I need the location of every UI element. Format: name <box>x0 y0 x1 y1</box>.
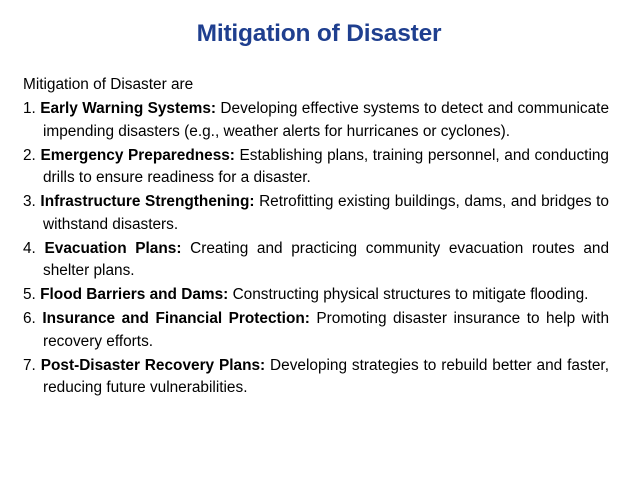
list-item-emergency-preparedness <box>23 145 609 190</box>
item-number: 5. <box>23 286 36 303</box>
item-text: Creating and practicing community evacuation routes and shelter plans. <box>43 239 610 279</box>
item-number: 2. <box>23 146 36 164</box>
list-item-early-warning-systems <box>23 98 609 143</box>
item-text: Constructing physical structures to mitigate flooding. <box>232 286 589 303</box>
item-term: Post-Disaster Recovery Plans: <box>40 356 266 374</box>
intro-text: Mitigation of Disaster are <box>23 76 194 93</box>
item-text: Promoting disaster insurance to help with recovery efforts. <box>43 310 610 350</box>
list-item-post-disaster-recovery-plans <box>23 355 609 400</box>
item-term: Evacuation Plans: <box>44 239 182 257</box>
list-item-insurance-and-financial-protection <box>23 308 609 353</box>
item-term: Insurance and Financial Protection: <box>42 310 310 327</box>
item-number: 4. <box>23 239 36 257</box>
slide-title: Mitigation of Disaster <box>196 20 442 47</box>
item-text: Developing strategies to rebuild better and faster, reducing future vulnerabilities. <box>43 356 609 396</box>
item-term: Infrastructure Strengthening: <box>40 193 255 210</box>
item-number: 7. <box>23 356 36 374</box>
item-text: Retrofitting existing buildings, dams, and bridges to withstand disasters. <box>43 193 609 233</box>
item-number: 3. <box>23 193 36 210</box>
item-term: Early Warning Systems: <box>40 100 217 117</box>
item-number: 1. <box>23 100 36 117</box>
list-item-evacuation-plans <box>23 238 609 283</box>
item-text: Developing effective systems to detect and communicate impending disasters (e.g., weather alerts for hurricanes or cyclones). <box>43 100 610 140</box>
item-number: 6. <box>23 310 36 327</box>
item-term: Flood Barriers and Dams: <box>40 286 229 303</box>
item-text: Establishing plans, training personnel, and conducting drills to ensure readiness for a disaster. <box>43 146 609 186</box>
list-item-flood-barriers-and-dams <box>23 284 609 307</box>
slide-body <box>23 74 609 401</box>
list-item-infrastructure-strengthening <box>23 191 609 236</box>
item-term: Emergency Preparedness: <box>40 146 235 164</box>
